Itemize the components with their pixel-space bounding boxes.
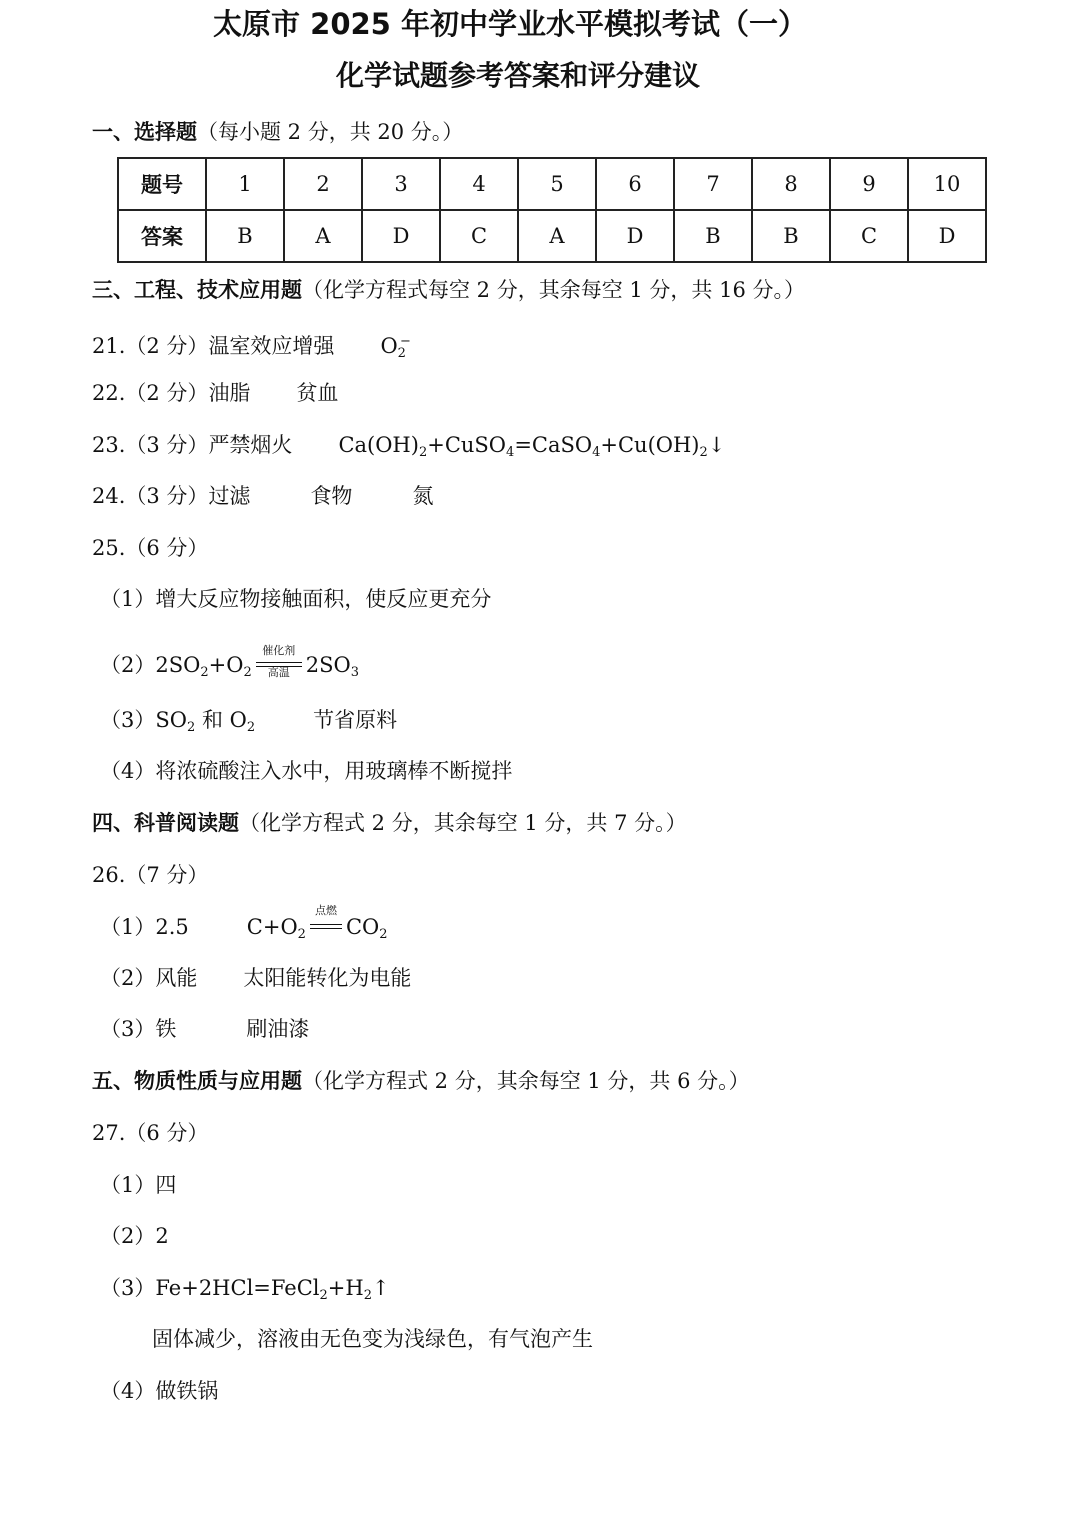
table-cell: 8 <box>752 158 830 210</box>
section-engineering-title: 三、工程、技术应用题 <box>92 278 302 302</box>
equation-q25-left: $2SO_2+O_2$ <box>155 653 252 680</box>
formula-subscript: 2 <box>397 346 406 361</box>
answer-text: 刷油漆 <box>246 1017 310 1041</box>
table-cell: 7 <box>674 158 752 210</box>
question-21 <box>92 328 411 368</box>
question-number: 22.（2 分） <box>92 381 209 405</box>
question-22 <box>92 379 338 407</box>
part-label: （3） <box>100 708 156 732</box>
question-number: 23.（3 分） <box>92 433 209 457</box>
answer-text: 温室效应增强 <box>208 334 335 358</box>
formula-superscript: − <box>399 334 411 349</box>
question-number: 21.（2 分） <box>92 334 209 358</box>
section-reading-title: 四、科普阅读题 <box>92 811 239 835</box>
table-cell: C <box>830 210 908 262</box>
question-24 <box>92 482 433 510</box>
question-26: 26.（7 分） <box>92 863 209 887</box>
section-choice-note: （每小题 2 分，共 20 分。） <box>197 120 464 144</box>
answer-text: 严禁烟火 <box>208 433 293 457</box>
table-cell: B <box>206 210 284 262</box>
equation-q26-right: $CO_2$ <box>345 915 388 942</box>
answer-text: （2）风能 <box>100 966 198 990</box>
table-header-answer: 答案 <box>118 210 206 262</box>
q27-part-2: （2）2 <box>100 1224 169 1248</box>
answer-text: 氮 <box>412 484 434 508</box>
table-cell: 2 <box>284 158 362 210</box>
q27-part-4: （4）做铁锅 <box>100 1379 219 1403</box>
equation-q25-right: $2SO_3$ <box>305 653 359 680</box>
question-25: 25.（6 分） <box>92 536 209 560</box>
table-cell: D <box>596 210 674 262</box>
table-cell: A <box>284 210 362 262</box>
answer-text: 过滤 <box>208 484 251 508</box>
formula-base: O <box>380 334 398 358</box>
table-cell: B <box>752 210 830 262</box>
section-choice-title: 一、选择题 <box>92 120 197 144</box>
table-cell: 3 <box>362 158 440 210</box>
condition-top: 催化剂 <box>262 644 296 657</box>
question-27: 27.（6 分） <box>92 1121 209 1145</box>
condition-top: 点燃 <box>314 904 337 917</box>
section-properties-note: （化学方程式 2 分，其余每空 1 分，共 6 分。） <box>302 1069 750 1093</box>
table-cell: 6 <box>596 158 674 210</box>
part-label: （3） <box>100 1276 156 1300</box>
formula-o2: $O_2$ <box>229 708 256 735</box>
question-23 <box>92 431 725 467</box>
section-reading-note: （化学方程式 2 分，其余每空 1 分，共 7 分。） <box>239 811 687 835</box>
answer-value: 2.5 <box>155 915 189 939</box>
answer-text: 油脂 <box>208 381 251 405</box>
answer-text: （3）铁 <box>100 1017 177 1041</box>
q25-part-3 <box>100 706 397 742</box>
q25-part-2 <box>100 644 359 687</box>
section-properties-heading <box>92 1067 750 1095</box>
section-engineering-heading <box>92 276 805 304</box>
question-number: 24.（3 分） <box>92 484 209 508</box>
answer-table <box>117 157 987 263</box>
part-label: （2） <box>100 653 156 677</box>
page-subtitle: 化学试题参考答案和评分建议 <box>335 59 700 92</box>
table-cell: 10 <box>908 158 986 210</box>
section-properties-title: 五、物质性质与应用题 <box>92 1069 302 1093</box>
condition-bottom: 高温 <box>267 666 290 679</box>
answer-formula <box>380 334 411 361</box>
answer-text: 食物 <box>310 484 353 508</box>
conjunction: 和 <box>201 708 223 732</box>
table-cell: B <box>674 210 752 262</box>
answer-text: 节省原料 <box>313 708 398 732</box>
table-cell: 1 <box>206 158 284 210</box>
reaction-condition <box>306 904 346 941</box>
q26-part-3 <box>100 1015 309 1043</box>
q27-part-3 <box>100 1274 390 1310</box>
section-choice-heading <box>92 118 463 146</box>
table-cell: 9 <box>830 158 908 210</box>
table-cell: D <box>362 210 440 262</box>
table-cell: D <box>908 210 986 262</box>
table-header-number: 题号 <box>118 158 206 210</box>
table-cell: 4 <box>440 158 518 210</box>
page-title: 太原市 2025 年初中学业水平模拟考试（一） <box>213 7 807 41</box>
equation-q26-left: $C+O_2$ <box>246 915 306 942</box>
section-reading-heading <box>92 809 687 837</box>
equation-q23: $Ca(OH)_2+CuSO_4=CaSO_4+Cu(OH)_2↓$ <box>338 433 726 460</box>
formula-so2: $SO_2$ <box>155 708 196 735</box>
table-cell: 5 <box>518 158 596 210</box>
equation-q27: $Fe+2HCl=FeCl_2+H_2↑$ <box>155 1276 390 1303</box>
section-engineering-note: （化学方程式每空 2 分，其余每空 1 分，共 16 分。） <box>302 278 805 302</box>
part-label: （1） <box>100 915 156 939</box>
answer-text: 贫血 <box>296 381 339 405</box>
answer-text: 太阳能转化为电能 <box>243 966 412 990</box>
q27-part-1: （1）四 <box>100 1173 177 1197</box>
q26-part-2 <box>100 964 411 992</box>
q25-part-1: （1）增大反应物接触面积，使反应更充分 <box>100 587 492 611</box>
reaction-condition <box>252 644 306 679</box>
table-row-numbers <box>118 158 986 210</box>
table-row-answers <box>118 210 986 262</box>
table-cell: C <box>440 210 518 262</box>
q26-part-1 <box>100 904 388 949</box>
q27-part-3-description: 固体减少，溶液由无色变为浅绿色，有气泡产生 <box>152 1327 593 1351</box>
table-cell: A <box>518 210 596 262</box>
q25-part-4: （4）将浓硫酸注入水中，用玻璃棒不断搅拌 <box>100 759 513 783</box>
